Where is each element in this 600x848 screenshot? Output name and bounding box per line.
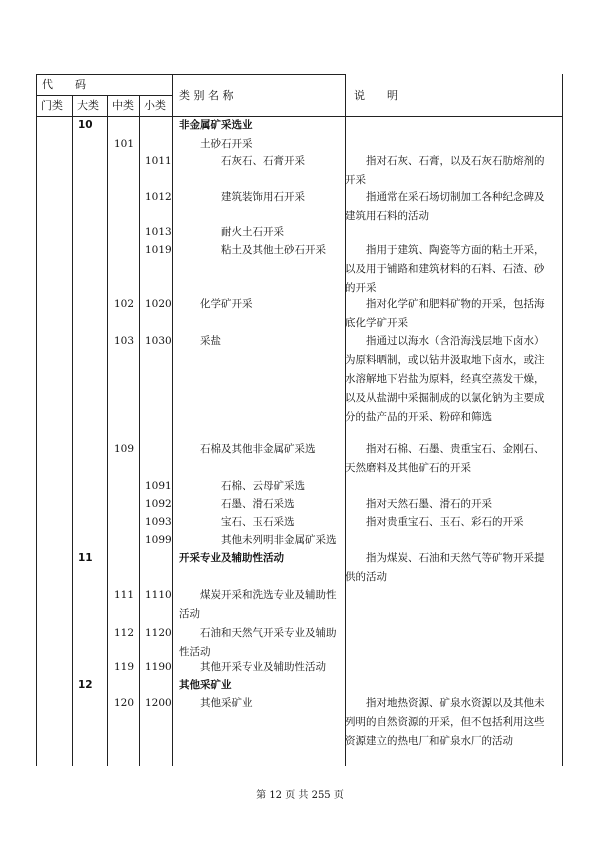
row-zhong-119: 119	[114, 661, 135, 673]
row-zhong-109: 109	[114, 443, 135, 455]
row-da-10: 10	[78, 119, 93, 131]
row-xiao-1120: 1120	[145, 627, 172, 639]
row-name-1093: 宝石、玉石采选	[221, 516, 295, 528]
row-desc-1012: 指通常在采石场切制加工各种纪念碑及建筑用石料的活动	[345, 191, 545, 222]
header-xiao: 小类	[144, 99, 166, 112]
row-desc-120: 指对地热资源、矿泉水资源以及其他未列明的自然资源的开采，但不包括利用这些资源建立的热电厂和矿泉水厂的活动	[345, 697, 545, 747]
row-name-112: 石油和天然气开采专业及辅助性活动	[179, 627, 337, 658]
col-divider-1	[72, 95, 73, 766]
row-desc-103: 指通过以海水（含沿海浅层地下卤水）为原料晒制，或以钻井汲取地下卤水，或注水溶解地下岩盐为原料，经真空蒸发干燥，以及从盐湖中采掘制成的以氯化钠为主要成分的盐产品的开采、粉碎和筛选	[345, 335, 545, 423]
page-footer: 第 12 页 共 255 页	[256, 790, 344, 801]
table-border-left	[36, 74, 37, 766]
col-divider-2	[107, 95, 108, 766]
row-xiao-1011: 1011	[145, 155, 172, 167]
row-name-1013: 耐火土石开采	[221, 226, 284, 238]
header-rule	[36, 116, 563, 117]
row-xiao-1092: 1092	[145, 498, 172, 510]
row-da-11: 11	[78, 552, 93, 564]
row-xiao-1099: 1099	[145, 534, 172, 546]
header-da: 大类	[77, 99, 99, 112]
row-name-1011: 石灰石、石膏开采	[221, 155, 305, 167]
classification-table	[36, 74, 563, 766]
col-divider-4	[172, 74, 173, 766]
row-zhong-102: 102	[114, 298, 135, 310]
row-name-120: 其他采矿业	[200, 697, 253, 709]
row-zhong-103: 103	[114, 335, 135, 347]
header-explanation: 说 明	[354, 89, 398, 102]
row-xiao-1013: 1013	[145, 226, 172, 238]
header-men: 门类	[41, 99, 63, 112]
header-code: 代 码	[42, 78, 86, 91]
row-name-109: 石棉及其他非金属矿采选	[200, 443, 316, 455]
row-zhong-112: 112	[114, 627, 135, 639]
row-zhong-101: 101	[114, 138, 135, 150]
row-xiao-1020: 1020	[145, 298, 172, 310]
row-desc-11: 指为煤炭、石油和天然气等矿物开采提供的活动	[345, 552, 545, 583]
row-desc-109: 指对石棉、石墨、贵重宝石、金刚石、天然磨料及其他矿石的开采	[345, 443, 545, 474]
row-desc-102: 指对化学矿和肥料矿物的开采，包括海底化学矿开采	[345, 298, 545, 329]
row-xiao-1200: 1200	[145, 697, 172, 709]
row-da-12: 12	[78, 679, 93, 691]
row-name-1092: 石墨、滑石采选	[221, 498, 295, 510]
row-name-111: 煤炭开采和洗选专业及辅助性活动	[179, 589, 337, 620]
row-xiao-1019: 1019	[145, 244, 172, 256]
header-category-name: 类 别 名 称	[179, 89, 234, 102]
row-name-1019: 粘土及其他土砂石开采	[221, 244, 326, 256]
row-name-10: 非金属矿采选业	[179, 119, 253, 131]
row-name-102: 化学矿开采	[200, 298, 253, 310]
row-desc-1093: 指对贵重宝石、玉石、彩石的开采	[366, 516, 524, 528]
col-divider-3	[139, 95, 140, 766]
row-name-101: 土砂石开采	[200, 138, 253, 150]
row-xiao-1091: 1091	[145, 480, 172, 492]
row-name-12: 其他采矿业	[179, 679, 232, 691]
row-name-1012: 建筑装饰用石开采	[221, 191, 305, 203]
row-xiao-1110: 1110	[145, 589, 172, 601]
row-xiao-1012: 1012	[145, 191, 172, 203]
row-zhong-111: 111	[114, 589, 135, 601]
row-xiao-1093: 1093	[145, 516, 172, 528]
row-desc-1019: 指用于建筑、陶瓷等方面的粘土开采，以及用于铺路和建筑材料的石料、石渣、砂的开采	[345, 244, 545, 294]
col-divider-6	[562, 74, 563, 766]
row-name-11: 开采专业及辅助性活动	[179, 552, 284, 564]
row-name-1091: 石棉、云母矿采选	[221, 480, 305, 492]
row-name-119: 其他开采专业及辅助性活动	[200, 661, 326, 673]
row-desc-1092: 指对天然石墨、滑石的开采	[366, 498, 492, 510]
row-xiao-1030: 1030	[145, 335, 172, 347]
header-zhong: 中类	[112, 99, 134, 112]
row-desc-1011: 指对石灰、石膏，以及石灰石肪熔剂的开采	[345, 155, 545, 186]
row-name-103: 采盐	[200, 335, 221, 347]
row-xiao-1190: 1190	[145, 661, 172, 673]
row-zhong-120: 120	[114, 697, 135, 709]
row-name-1099: 其他未列明非金属矿采选	[221, 534, 337, 546]
